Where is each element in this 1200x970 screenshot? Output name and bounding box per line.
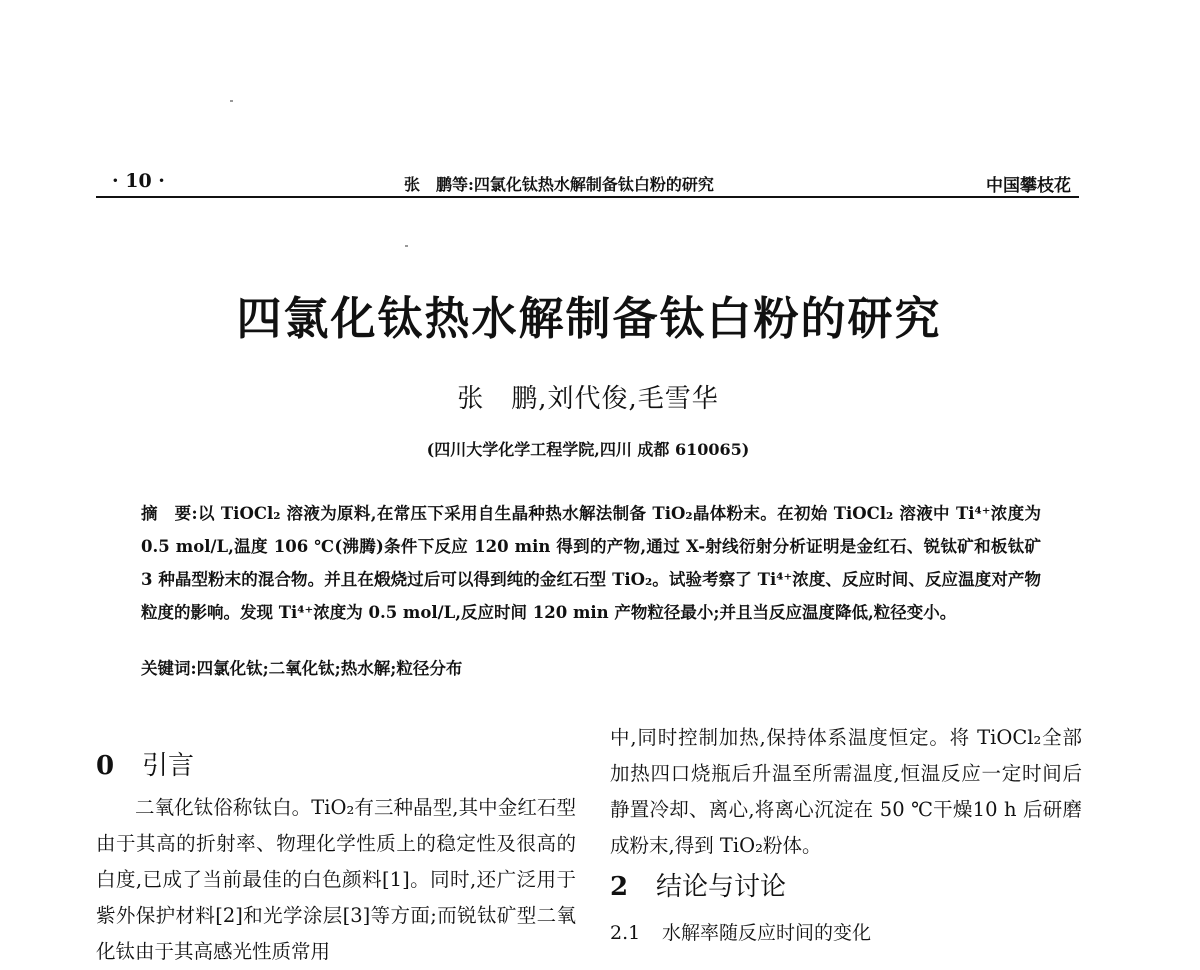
section-heading-results <box>610 866 786 903</box>
keywords-text: 四氯化钛;二氧化钛;热水解;粒径分布 <box>196 659 463 678</box>
section-number: 2 <box>610 872 629 902</box>
header-rule <box>96 196 1079 198</box>
keywords <box>141 655 462 679</box>
abstract-text: 以 TiOCl₂ 溶液为原料,在常压下采用自生晶种热水解法制备 TiO₂晶体粉末。在初始 TiOCl₂ 溶液中 Ti⁴⁺浓度为 0.5 mol/L,温度 106 ℃(沸腾)条件下反应 120 min 得到的产物,通过 X-射线衍射分析证明是金红石、锐钛矿和板钛矿 3 种晶型粉末的混合物。并且在煅烧过后可以得到纯的金红石型 TiO₂。试验考察了 Ti⁴⁺浓度、反应时间、反应温度对产物粒度的影响。发现 Ti⁴⁺浓度为 0.5 mol/L,反应时间 120 min 产物粒径最小;并且当反应温度降低,粒径变小。 <box>141 504 1041 622</box>
paper-title: 四氯化钛热水解制备钛白粉的研究 <box>236 292 942 345</box>
page-number: · 10 · <box>112 170 165 192</box>
intro-paragraph: 二氧化钛俗称钛白。TiO₂有三种晶型,其中金红石型由于其高的折射率、物理化学性质上的稳定性及很高的白度,已成了当前最佳的白色颜料[1]。同时,还广泛用于紫外保护材料[2]和光学涂层[3]等方面;而锐钛矿型二氧化钛由于其高感光性质常用 <box>96 796 576 963</box>
left-column <box>96 790 576 970</box>
subsection-number: 2.1 <box>610 922 641 944</box>
speck <box>230 100 233 102</box>
section-number: 0 <box>96 751 115 781</box>
method-paragraph: 中,同时控制加热,保持体系温度恒定。将 TiOCl₂全部加热四口烧瓶后升温至所需温度,恒温反应一定时间后静置冷却、离心,将离心沉淀在 50 ℃干燥10 h 后研磨成粉末,得到 TiO₂粉体。 <box>610 726 1082 857</box>
section-title: 引言 <box>142 751 195 781</box>
subsection-title: 水解率随反应时间的变化 <box>662 922 872 944</box>
speck <box>405 245 408 247</box>
affiliation: (四川大学化学工程学院,四川 成都 610065) <box>426 440 750 459</box>
subsection-heading <box>610 918 871 945</box>
right-column <box>610 720 1082 864</box>
keywords-label: 关键词: <box>141 659 197 678</box>
journal-name: 中国攀枝花 <box>986 176 1071 196</box>
section-heading-introduction <box>96 745 194 782</box>
authors: 张 鹏,刘代俊,毛雪华 <box>457 384 719 414</box>
abstract <box>141 497 1041 629</box>
abstract-label: 摘 要: <box>141 504 198 523</box>
section-title: 结论与讨论 <box>656 872 787 902</box>
running-title: 张 鹏等:四氯化钛热水解制备钛白粉的研究 <box>404 175 714 194</box>
